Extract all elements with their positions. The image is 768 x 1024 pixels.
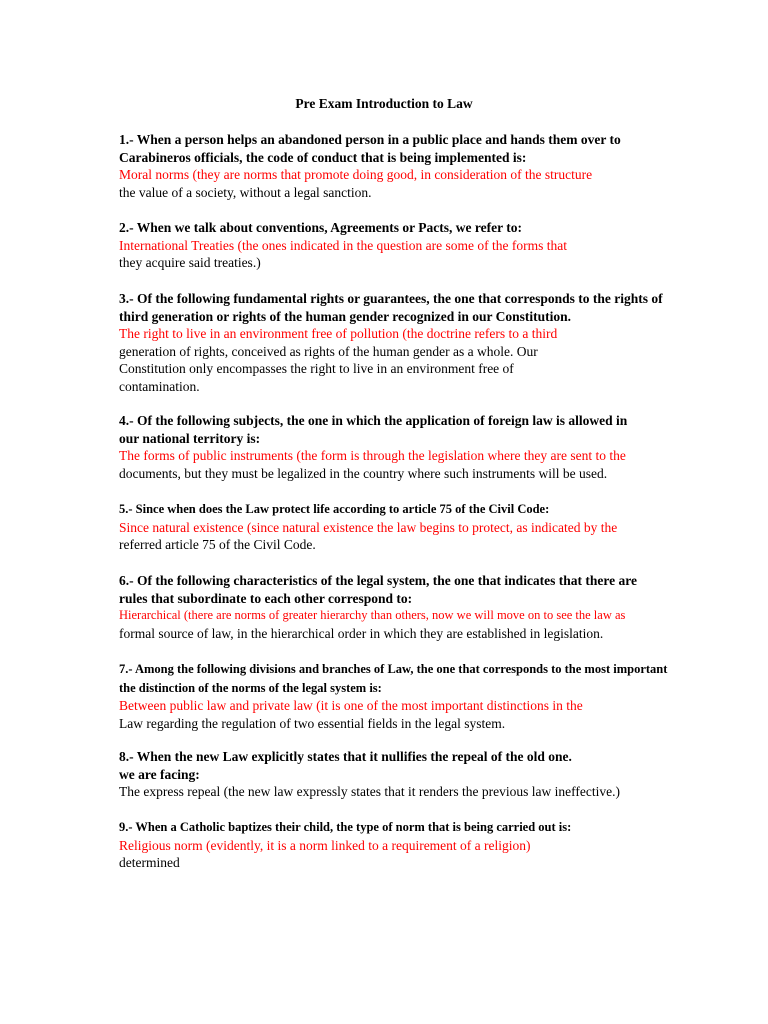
answer-red-text: Between public law and private law (it is one of the most important distinctions in the [119,698,583,713]
answer-text: formal source of law, in the hierarchical order in which they are established in legislation. [119,625,604,641]
answer-red-text: Moral norms (they are norms that promote doing good, in consideration of the structure [119,167,593,182]
question-block-5 [119,501,709,554]
question-text: 2.- When we talk about conventions, Agreements or Pacts, we refer to: [119,220,522,235]
question-text: 9.- When a Catholic baptizes their child, the type of norm that is being carried out is: [119,820,572,834]
answer-red-text: Since natural existence (since natural existence the law begins to protect, as indicated by the [119,519,618,535]
answer-text: The express repeal (the new law expressly states that it renders the previous law ineffective.) [119,784,620,799]
question-text-part: 7.- Among the following divisions and branches of Law, the one that corresponds to the most important the distinction of the norms of the legal system is: [119,662,668,695]
question-text: 6.- Of the following characteristics of the legal system, the one that indicates that there are rules that subordinate to each other correspond to: [119,573,638,606]
answer-text: Law regarding the regulation of two essential fields in the legal system. [119,715,506,731]
answer-text: determined [119,855,180,870]
question-block-4 [119,412,709,482]
question-text: 4.- Of the following subjects, the one in which the application of foreign law is allowed in our national territory is: [119,413,628,446]
question-text: 5.- Since when does the Law protect life according to article 75 of the Civil Code: [119,502,550,516]
question-text: 3.- Of the following fundamental rights or guarantees, the one that corresponds to the rights of third generation or rights of the human gender recognized in our Constitution. [119,291,663,324]
answer-red-text: The forms of public instruments (the form is through the legislation where they are sent to the [119,448,626,463]
answer-red-text: International Treaties (the ones indicated in the question are some of the forms that [119,237,568,253]
question-block-1 [119,131,709,201]
document-title: Pre Exam Introduction to Law [295,96,473,111]
answer-red-text: The right to live in an environment free of pollution (the doctrine refers to a third [119,326,558,341]
question-block-2 [119,219,709,272]
answer-text: they acquire said treaties.) [119,255,261,270]
answer-red-text: Hierarchical (there are norms of greater hierarchy than others, now we will move on to see the law as [119,608,626,622]
question-block-6 [119,572,709,642]
answer-text: documents, but they must be legalized in the country where such instruments will be used. [119,465,608,481]
question-text [119,660,719,697]
answer-text: referred article 75 of the Civil Code. [119,537,316,552]
question-block-7 [119,660,719,732]
answer-text: the value of a society, without a legal sanction. [119,184,372,200]
question-text: 8.- When the new Law explicitly states that it nullifies the repeal of the old one. we are facing: [119,749,572,782]
answer-red-text: Religious norm (evidently, it is a norm linked to a requirement of a religion) [119,837,531,853]
question-block-9 [119,819,709,872]
question-block-8 [119,748,709,801]
answer-text: generation of rights, conceived as rights of the human gender as a whole. Our Constitution only encompasses the right to live in an environment free of contamination. [119,343,538,394]
question-text: 1.- When a person helps an abandoned person in a public place and hands them over to Carabineros officials, the code of conduct that is being implemented is: [119,132,621,165]
question-block-3 [119,290,709,395]
